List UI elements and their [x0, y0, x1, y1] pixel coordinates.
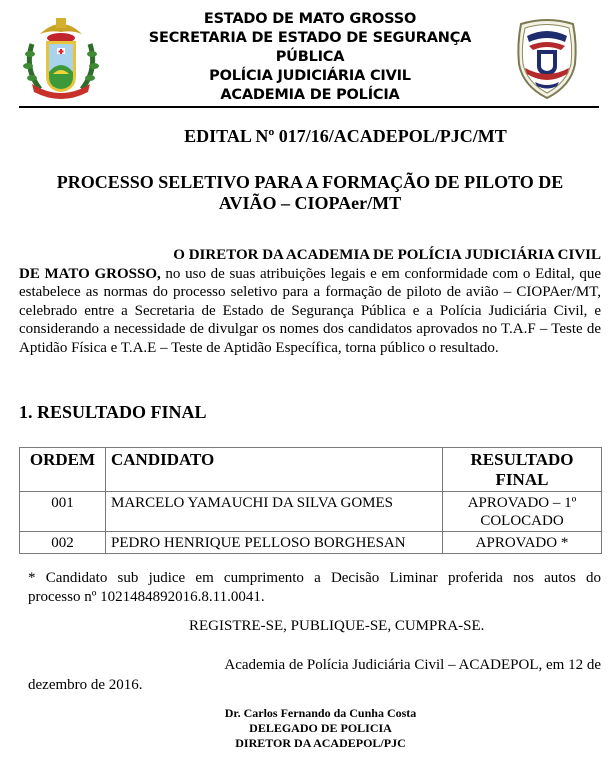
header-candidato: CANDIDATO: [106, 448, 443, 492]
cell-candidato: PEDRO HENRIQUE PELLOSO BORGHESAN: [106, 532, 443, 554]
process-title-line: AVIÃO – CIOPAer/MT: [218, 193, 402, 213]
place-date: [28, 655, 601, 695]
footnote: [28, 569, 601, 606]
section-title: 1. RESULTADO FINAL: [19, 402, 207, 422]
signatory-role: DIRETOR DA ACADEPOL/PJC: [235, 736, 406, 750]
police-badge-icon: [513, 14, 581, 100]
header-line: ACADEMIA DE POLÍCIA: [220, 87, 400, 103]
table-header-row: [20, 448, 602, 492]
cell-candidato: MARCELO YAMAUCHI DA SILVA GOMES: [106, 492, 443, 532]
header-line: SECRETARIA DE ESTADO DE SEGURANÇA: [148, 30, 472, 46]
header-divider: [19, 106, 599, 108]
table-row: [20, 492, 602, 532]
process-title-line: PROCESSO SELETIVO PARA A FORMAÇÃO DE PILOTO DE: [56, 172, 564, 192]
table-row: [20, 532, 602, 554]
cell-ordem: 002: [20, 532, 106, 554]
cell-ordem: 001: [20, 492, 106, 532]
mato-grosso-coat-of-arms-icon: [22, 14, 100, 100]
institution-header: [130, 10, 490, 105]
process-title: [20, 172, 600, 214]
header-line: ESTADO DE MATO GROSSO: [203, 11, 417, 27]
registre-statement: REGISTRE-SE, PUBLIQUE-SE, CUMPRA-SE.: [189, 618, 485, 634]
edital-number: EDITAL Nº 017/16/ACADEPOL/PJC/MT: [184, 126, 507, 146]
place-date-line: Academia de Polícia Judiciária Civil – ACADEPOL, em 12 de: [224, 657, 601, 673]
intro-paragraph: [19, 246, 601, 358]
header-line: POLÍCIA JUDICIÁRIA CIVIL: [209, 68, 411, 84]
signature-block: [0, 706, 611, 751]
header-resultado: RESULTADO FINAL: [443, 448, 602, 492]
cell-resultado: APROVADO *: [443, 532, 602, 554]
intro-lead: O DIRETOR DA ACADEMIA DE POLÍCIA JUDICIÁRIA CIVIL: [173, 247, 601, 263]
intro-lead-continuation: DE MATO GROSSO,: [19, 265, 161, 282]
place-date-line: dezembro de 2016.: [28, 677, 143, 693]
header-ordem: ORDEM: [20, 448, 106, 492]
footnote-line: * Candidato sub judice em cumprimento a Decisão Liminar proferida nos autos do: [28, 570, 601, 586]
results-table: [19, 447, 602, 554]
header-line: PÚBLICA: [275, 49, 345, 65]
intro-body: no uso de suas atribuições legais e em conformidade com o Edital, que estabelece as normas do processo seletivo para a formação de piloto de avião – CIOPAer/MT, celebrado entre a Secretaria de Estado de Segurança Pública e a Polícia Judiciária Civil, e considerando a necessidade de divulgar os nomes dos candidatos aprovados no T.A.F – Teste de Aptidão Física e T.A.E – Teste de Aptidão Específica, torna público o resultado.: [19, 265, 601, 356]
signatory-role: DELEGADO DE POLICIA: [249, 721, 392, 735]
footnote-line: processo nº 1021484892016.8.11.0041.: [28, 588, 265, 605]
signatory-name: Dr. Carlos Fernando da Cunha Costa: [224, 706, 417, 720]
cell-resultado: APROVADO – 1º COLOCADO: [443, 492, 602, 532]
